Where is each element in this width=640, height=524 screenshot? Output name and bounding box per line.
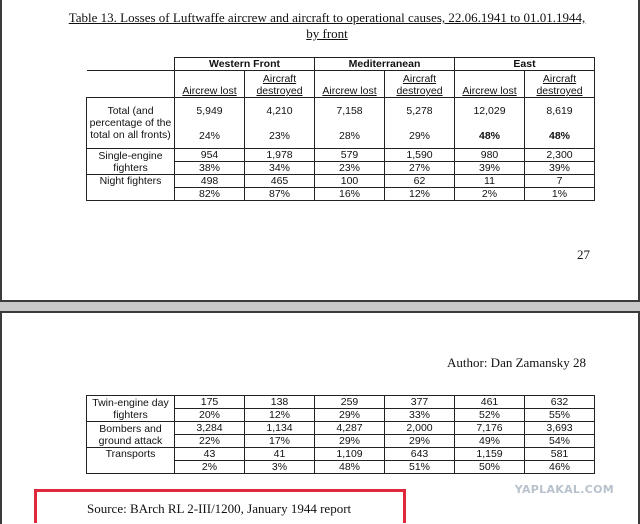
- table-cell-value: 8,619: [546, 104, 573, 117]
- table-cell-value: 2,000: [385, 422, 455, 435]
- table-cell-value: 41: [245, 448, 315, 461]
- table-cell-percent: 12%: [385, 188, 455, 201]
- source-citation: Source: BArch RL 2-III/1200, January 1944 report: [87, 501, 352, 516]
- row-label: Night fighters: [87, 175, 175, 201]
- column-header-aircrew: Aircrew lost: [175, 71, 245, 98]
- table-corner: [87, 71, 175, 98]
- table-cell-value: 7,158: [336, 104, 363, 117]
- table-cell-value: 4,210: [266, 104, 293, 117]
- row-label: Transports: [87, 448, 175, 474]
- table-cell-percent: 3%: [245, 461, 315, 474]
- table-cell-value: 579: [315, 149, 385, 162]
- column-header-aircraft: Aircraft destroyed: [245, 71, 315, 98]
- column-header-aircrew: Aircrew lost: [315, 71, 385, 98]
- table-cell-percent: 48%: [478, 129, 500, 142]
- table-cell-value: 581: [525, 448, 595, 461]
- table-cell-value: 7: [525, 175, 595, 188]
- table-cell-percent: 46%: [525, 461, 595, 474]
- table-cell-value: 3,693: [525, 422, 595, 435]
- table-cell-percent: 48%: [548, 129, 570, 142]
- table-cell-value: 2,300: [525, 149, 595, 162]
- table-cell-percent: 34%: [245, 162, 315, 175]
- table-cell-value: 377: [385, 396, 455, 409]
- table-cell-percent: 2%: [455, 188, 525, 201]
- column-header-aircraft: Aircraft destroyed: [385, 71, 455, 98]
- table-cell-value: 1,159: [455, 448, 525, 461]
- table-cell-percent: 28%: [338, 129, 360, 142]
- table-cell-value: 5,278: [406, 104, 433, 117]
- row-label: Single-engine fighters: [87, 149, 175, 175]
- table-cell-percent: 24%: [198, 129, 220, 142]
- table-cell-percent: 16%: [315, 188, 385, 201]
- table-cell-percent: 22%: [175, 435, 245, 448]
- table-cell-percent: 23%: [315, 162, 385, 175]
- table-cell-percent: 23%: [268, 129, 290, 142]
- table-cell-value: 1,590: [385, 149, 455, 162]
- table-cell-value: 7,176: [455, 422, 525, 435]
- table-cell-percent: 50%: [455, 461, 525, 474]
- table-cell-value: 11: [455, 175, 525, 188]
- table-cell-percent: 39%: [455, 162, 525, 175]
- table-cell-percent: 1%: [525, 188, 595, 201]
- table-cell-value: 632: [525, 396, 595, 409]
- table-cell-value: 465: [245, 175, 315, 188]
- table-cell-value: 62: [385, 175, 455, 188]
- table-cell-value: 498: [175, 175, 245, 188]
- table-cell-value: 100: [315, 175, 385, 188]
- table-cell-value: 1,109: [315, 448, 385, 461]
- table-cell-percent: 38%: [175, 162, 245, 175]
- table-cell-percent: 33%: [385, 409, 455, 422]
- table-cell-percent: 55%: [525, 409, 595, 422]
- table-cell-value: 3,284: [175, 422, 245, 435]
- table-cell-percent: 51%: [385, 461, 455, 474]
- front-header: Western Front: [175, 58, 315, 71]
- table-cell-percent: 29%: [408, 129, 430, 142]
- table-cell-value: 461: [455, 396, 525, 409]
- table-cell-percent: 29%: [385, 435, 455, 448]
- table-cell-percent: 29%: [315, 409, 385, 422]
- page-number: 27: [577, 247, 590, 262]
- table-cell-value: 43: [175, 448, 245, 461]
- table-cell-value: 1,978: [245, 149, 315, 162]
- table-cell-value: 954: [175, 149, 245, 162]
- table-cell-percent: 12%: [245, 409, 315, 422]
- table-cell-percent: 82%: [175, 188, 245, 201]
- page-header-author: Author: Dan Zamansky 28: [446, 355, 586, 370]
- table-cell-value: 980: [455, 149, 525, 162]
- table-cell-percent: 2%: [175, 461, 245, 474]
- table-cell-percent: 48%: [315, 461, 385, 474]
- table-cell-value: 643: [385, 448, 455, 461]
- table-cell-percent: 39%: [525, 162, 595, 175]
- table-cell-value: 138: [245, 396, 315, 409]
- table-cell-value: 1,134: [245, 422, 315, 435]
- table-cell-value: 12,029: [473, 104, 506, 117]
- row-label: Twin-engine day fighters: [87, 396, 175, 422]
- front-header: Mediterranean: [315, 58, 455, 71]
- table-corner: [87, 58, 175, 71]
- column-header-aircrew: Aircrew lost: [455, 71, 525, 98]
- row-label: Total (and percentage of the total on all fronts): [87, 98, 175, 149]
- table-cell-percent: 87%: [245, 188, 315, 201]
- table-cell-percent: 52%: [455, 409, 525, 422]
- front-header: East: [455, 58, 595, 71]
- source-highlight-box: [34, 489, 406, 523]
- table-cell-percent: 49%: [455, 435, 525, 448]
- row-label: Bombers and ground attack: [87, 422, 175, 448]
- table-title: Table 13. Losses of Luftwaffe aircrew and aircraft to operational causes, 22.06.1941 to 01.01.1944, by front: [68, 10, 586, 41]
- table-cell-value: 175: [175, 396, 245, 409]
- table-cell-percent: 54%: [525, 435, 595, 448]
- column-header-aircraft: Aircraft destroyed: [525, 71, 595, 98]
- table-cell-value: 5,949: [196, 104, 223, 117]
- table-cell-percent: 29%: [315, 435, 385, 448]
- table-cell-percent: 27%: [385, 162, 455, 175]
- table-cell-percent: 17%: [245, 435, 315, 448]
- table-cell-value: 259: [315, 396, 385, 409]
- losses-table-continued: [86, 395, 595, 474]
- losses-table: [86, 57, 595, 201]
- site-watermark: YAPLAKAL.COM: [514, 483, 614, 496]
- table-cell-value: 4,287: [315, 422, 385, 435]
- table-cell-percent: 20%: [175, 409, 245, 422]
